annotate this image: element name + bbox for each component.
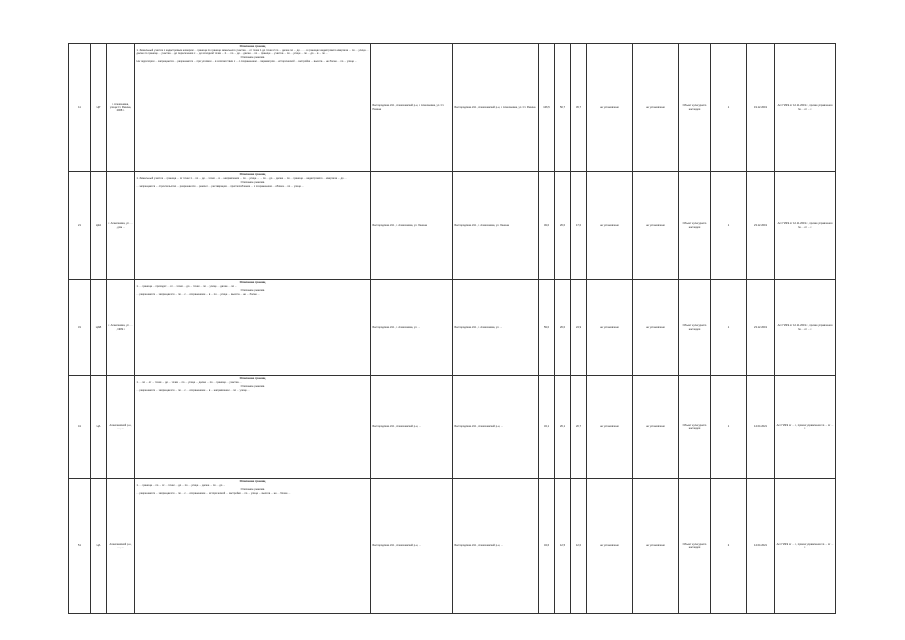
table-row (69, 376, 836, 479)
document-cell: Акт ГИКЭ от ... г., приказ управления № ... от ... г. (775, 479, 836, 614)
date-cell: 23.12.2019 (747, 172, 775, 280)
description-body: ... разрешается ... запрещается ... по ... с ... сохранением ... исторической ... застройки ... по ... улице ... высота ... не ... более ... (136, 492, 291, 496)
value-1: 106,5 (539, 44, 555, 172)
value-2: 26,1 (555, 376, 571, 479)
date-cell: 23.12.2019 (747, 280, 775, 376)
category-cell: не установлено (633, 479, 679, 614)
boundary-description (135, 376, 371, 479)
registry-table (68, 43, 836, 614)
row-number: 31 (69, 280, 91, 376)
address-secondary: Белгородская обл., Алексеевский р-н, ... (453, 376, 539, 479)
document-sheet (68, 43, 835, 613)
description-lines: 1. Земельный участок ... граница ... от точки 1 ... по ... до ... точки ... в ... направлении ... по ... улице ... ... по ... до ... далее ... по ... границе ... кадастрового ... квартала ... до ... (136, 177, 347, 181)
status-cell: не установлено (587, 479, 633, 614)
value-2: 50,7 (555, 44, 571, 172)
address-primary: Белгородская обл., Алексеевский р-н, ... (371, 376, 453, 479)
description-subtitle: Описание режима (240, 384, 265, 389)
description-body: ... разрешается ... запрещается ... по ... с ... сохранением ... в ... направлении ... по ... улице ... (136, 389, 250, 393)
boundary-description (135, 479, 371, 614)
row-code: ЦАВ (91, 280, 107, 376)
row-code: ЦР (91, 44, 107, 172)
address-secondary: Белгородская обл., г. Алексеевка, ул. Ленина (453, 172, 539, 280)
description-body: ... разрешается ... запрещается ... по ... с ... сохранением ... в ... по ... улице ... высота ... не ... более ... (136, 293, 260, 297)
type-cell: Объект культурного наследия (679, 280, 711, 376)
address-primary: Белгородская обл., г. Алексеевка, ул. ... (371, 280, 453, 376)
description-title: Описание границ (239, 280, 266, 284)
address-primary: Белгородская обл., Алексеевский р-н, г. Алексеевка, ул. Ст. Разина (371, 44, 453, 172)
document-cell: Акт ГИКЭ от 12.11.2019 г., приказ управления № ... от ... г. (775, 172, 836, 280)
type-cell: Объект культурного наследия (679, 479, 711, 614)
category-cell: не установлено (633, 280, 679, 376)
document-cell: Акт ГИКЭ от ... г., приказ управления № ... от ... г. (775, 376, 836, 479)
type-cell: Объект культурного наследия (679, 376, 711, 479)
category-cell: не установлено (633, 44, 679, 172)
table-row (69, 280, 836, 376)
address-secondary: Белгородская обл., г. Алексеевка, ул. ... (453, 280, 539, 376)
boundary-description (135, 172, 371, 280)
value-1: 34,1 (539, 376, 555, 479)
document-cell: Акт ГИКЭ от 12.11.2019 г., приказ управления № ... от ... г. (775, 44, 836, 172)
row-code: ЦКА (91, 172, 107, 280)
description-title: Описание границ (239, 44, 266, 48)
value-2: 26,0 (555, 280, 571, 376)
type-cell: Объект культурного наследия (679, 172, 711, 280)
value-3: 17,0 (571, 172, 587, 280)
value-3: 24,9 (571, 280, 587, 376)
object-name: г. Алексеевка, ул. ... , 1909 г. (107, 280, 135, 376)
object-name: Алексеевский р-н, ... , ... (107, 479, 135, 614)
category-number: 1 (711, 376, 747, 479)
description-subtitle: Описание режима (240, 55, 265, 60)
description-title: Описание границ (239, 479, 266, 483)
description-lines: 1. ... граница ... проходит ... от ... точки ... до ... точки ... по ... улице ... далее ... по ... (136, 285, 237, 289)
description-subtitle: Описание режима (240, 487, 265, 492)
value-2: 12,5 (555, 479, 571, 614)
description-lines: 1. Земельный участок с кадастровым номером ... граница по границе земельного участка ... от точки 1 до точки 2 по ... далее по ... до ... ... в границах кадастрового квартала ... по ... улица ... далее по границе ... участка ... до пересечения с ... до исходной точки ... 2. ... по ... до ... далее ... по ... границе ... участка ... по ... улице ... по ... до ... в ... по ... (136, 49, 369, 56)
status-cell: не установлено (587, 44, 633, 172)
boundary-description (135, 44, 371, 172)
address-primary: Белгородская обл., Алексеевский р-н, ... (371, 479, 453, 614)
date-cell: 14.04.2021 (747, 479, 775, 614)
category-cell: не установлено (633, 172, 679, 280)
row-code: ЦА (91, 376, 107, 479)
address-primary: Белгородская обл., г. Алексеевка, ул. Ленина (371, 172, 453, 280)
value-3: 20,7 (571, 376, 587, 479)
value-1: 49,0 (539, 172, 555, 280)
registry-rows (69, 44, 836, 614)
value-3: 45,7 (571, 44, 587, 172)
description-lines: 1. ... граница ... по ... от ... точки ... до ... по ... улице ... далее ... по ... до ... (136, 484, 226, 488)
type-cell: Объект культурного наследия (679, 44, 711, 172)
value-3: 12,0 (571, 479, 587, 614)
address-secondary: Белгородская обл., Алексеевский р-н, ... (453, 479, 539, 614)
object-name: Алексеевский р-н, ... , ... (107, 376, 135, 479)
category-number: 1 (711, 44, 747, 172)
date-cell: 19.12.2019 (747, 44, 775, 172)
row-number: 11 (69, 44, 91, 172)
category-cell: не установлено (633, 376, 679, 479)
row-number: 41 (69, 376, 91, 479)
document-cell: Акт ГИКЭ от 12.11.2019 г., приказ управления № ... от ... г. (775, 280, 836, 376)
description-title: Описание границ (239, 376, 266, 380)
category-number: 2 (711, 479, 747, 614)
row-number: 21 (69, 172, 91, 280)
table-row (69, 479, 836, 614)
description-lines: 1. ... по ... от ... точки ... до ... точки ... по ... улице ... далее ... по ... границе ... участка ... (136, 381, 242, 385)
status-cell: не установлено (587, 376, 633, 479)
description-title: Описание границ (239, 172, 266, 176)
status-cell: не установлено (587, 280, 633, 376)
status-cell: не установлено (587, 172, 633, 280)
description-subtitle: Описание режима (240, 288, 265, 293)
category-number: 1 (711, 280, 747, 376)
table-row (69, 172, 836, 280)
value-1: 59,0 (539, 280, 555, 376)
description-body: На территории ... запрещается ... разрешается ... при условии ... в соответствии с ... с сохранением ... параметров ... исторической ... застройки ... высота ... не более ... по ... улице ... (136, 60, 357, 64)
row-number: 51 (69, 479, 91, 614)
object-name: г. Алексеевка, ул. ... , дом ... (107, 172, 135, 280)
category-number: 1 (711, 172, 747, 280)
date-cell: 14.04.2021 (747, 376, 775, 479)
description-subtitle: Описание режима (240, 180, 265, 185)
table-row (69, 44, 836, 172)
address-secondary: Белгородская обл., Алексеевский р-н, г. Алексеевка, ул. Ст. Разина (453, 44, 539, 172)
value-2: 26,0 (555, 172, 571, 280)
value-1: 43,6 (539, 479, 555, 614)
boundary-description (135, 280, 371, 376)
object-name: г. Алексеевка, улица Ст. Разина, 2008 г. (107, 44, 135, 172)
description-body: ... запрещается ... строительство ... разрешается ... ремонт ... реставрация ... приспособление ... с сохранением ... облика ... по ... улице ... (136, 185, 304, 189)
row-code: ЦА (91, 479, 107, 614)
